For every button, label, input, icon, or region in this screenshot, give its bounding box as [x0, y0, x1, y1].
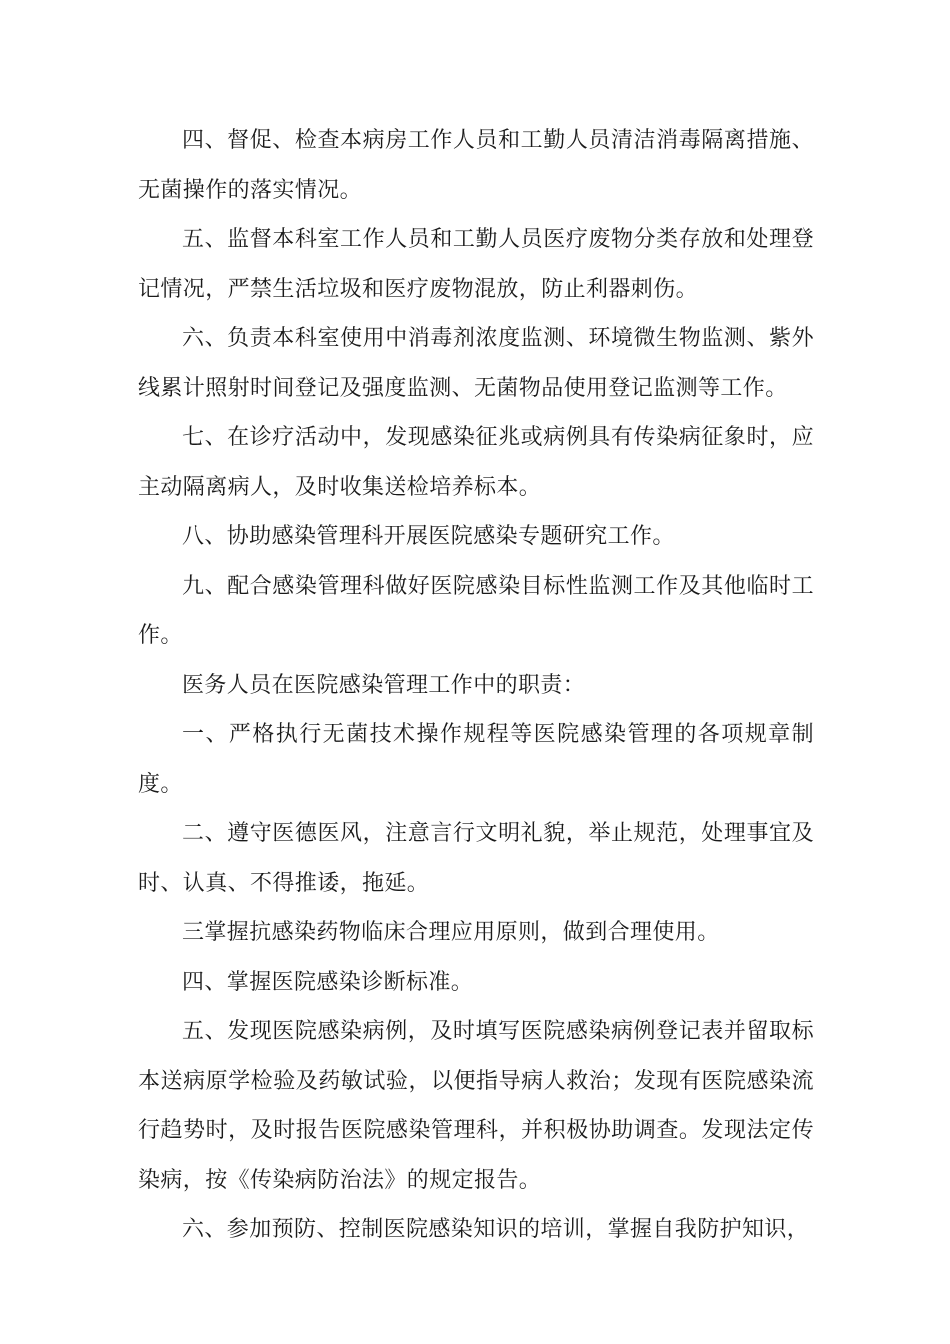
duty-item-5: 五、发现医院感染病例，及时填写医院感染病例登记表并留取标本送病原学检验及药敏试验，以便指导病人救治；发现有医院感染流行趋势时，及时报告医院感染管理科，并积极协助调查。发现法定传染病，按《传染病防治法》的规定报告。: [138, 1019, 814, 1193]
duty-item-3: 三掌握抗感染药物临床合理应用原则，做到合理使用。: [182, 920, 720, 945]
paragraph-item-8: 八、协助感染管理科开展医院感染专题研究工作。: [182, 524, 675, 549]
duty-item-6: 六、参加预防、控制医院感染知识的培训，掌握自我防护知识，: [182, 1217, 810, 1242]
paragraph-item-6: 六、负责本科室使用中消毒剂浓度监测、环境微生物监测、紫外线累计照射时间登记及强度监测、无菌物品使用登记监测等工作。: [138, 326, 814, 401]
duty-item-2: 二、遵守医德医风，注意言行文明礼貌，举止规范，处理事宜及时、认真、不得推诿，拖延。: [138, 821, 814, 896]
duty-item-1: 一、严格执行无菌技术操作规程等医院感染管理的各项规章制度。: [138, 722, 814, 797]
paragraph-item-4: 四、督促、检查本病房工作人员和工勤人员清洁消毒隔离措施、无菌操作的落实情况。: [138, 128, 814, 203]
document-body: [138, 116, 814, 1255]
duty-item-4: 四、掌握医院感染诊断标准。: [182, 969, 474, 995]
section-heading-medical-staff-duties: 医务人员在医院感染管理工作中的职责：: [182, 672, 586, 698]
paragraph-item-7: 七、在诊疗活动中，发现感染征兆或病例具有传染病征象时，应主动隔离病人，及时收集送检培养标本。: [138, 425, 814, 500]
paragraph-item-9: 九、配合感染管理科做好医院感染目标性监测工作及其他临时工作。: [138, 573, 814, 648]
paragraph-item-5: 五、监督本科室工作人员和工勤人员医疗废物分类存放和处理登记情况，严禁生活垃圾和医疗废物混放，防止利器刺伤。: [138, 227, 814, 302]
